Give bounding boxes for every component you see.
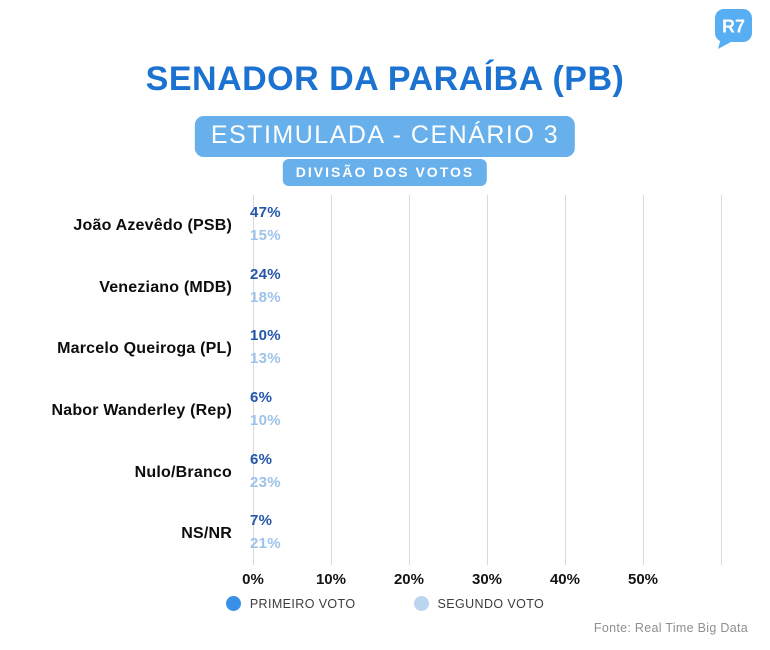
- bar-line: [243, 410, 281, 431]
- bar-line: [243, 533, 281, 554]
- bar-line: [243, 472, 281, 493]
- legend-dot-icon: [414, 596, 429, 611]
- x-tick-label: 50%: [627, 571, 659, 588]
- legend: [0, 596, 770, 611]
- value-label: 21%: [250, 535, 281, 552]
- bar-group: [243, 257, 711, 319]
- bar-line: [243, 348, 281, 369]
- category-label: Marcelo Queiroga (PL): [57, 340, 232, 357]
- bar-line: [243, 325, 281, 346]
- value-label: 24%: [250, 266, 281, 283]
- legend-item: [226, 596, 356, 611]
- legend-label: SEGUNDO VOTO: [437, 596, 545, 611]
- bar-line: [243, 449, 272, 470]
- x-tick-label: 0%: [242, 571, 264, 588]
- chart-row: [0, 503, 711, 565]
- bar-group: [243, 195, 711, 257]
- bar-line: [243, 225, 281, 246]
- value-label: 18%: [250, 289, 281, 306]
- chart-row: [0, 318, 711, 380]
- bar-group: [243, 318, 711, 380]
- category-label: João Azevêdo (PSB): [73, 217, 232, 234]
- x-tick-label: 40%: [549, 571, 580, 588]
- x-tick-label: 20%: [393, 571, 424, 588]
- value-label: 15%: [250, 227, 281, 244]
- scenario-badge: ESTIMULADA - CENÁRIO 3: [195, 116, 575, 157]
- bar-line: [243, 510, 272, 531]
- category-label: Veneziano (MDB): [99, 279, 232, 296]
- x-tick-label: 10%: [315, 571, 346, 588]
- category-label: Nulo/Branco: [134, 464, 232, 481]
- r7-logo-text: R7: [721, 16, 746, 37]
- value-label: 6%: [250, 451, 273, 468]
- r7-logo: [710, 6, 756, 50]
- value-label: 7%: [250, 512, 273, 529]
- chart-row: [0, 195, 711, 257]
- page-title: SENADOR DA PARAÍBA (PB): [145, 60, 625, 98]
- value-label: 10%: [250, 412, 281, 429]
- value-label: 10%: [250, 327, 281, 344]
- bar-line: [243, 264, 281, 285]
- bar-line: [243, 287, 281, 308]
- legend-item: [414, 596, 545, 611]
- legend-dot-icon: [226, 596, 241, 611]
- gridline: [721, 195, 722, 565]
- value-label: 47%: [250, 204, 281, 221]
- x-tick-label: 30%: [471, 571, 503, 588]
- bar-group: [243, 380, 711, 442]
- bar-line: [243, 202, 281, 223]
- value-label: 6%: [250, 389, 273, 406]
- category-label: NS/NR: [181, 525, 232, 542]
- chart-row: [0, 380, 711, 442]
- source-note: Fonte: Real Time Big Data: [593, 621, 748, 635]
- chart-row: [0, 442, 711, 504]
- value-label: 13%: [250, 350, 281, 367]
- legend-label: PRIMEIRO VOTO: [249, 596, 356, 611]
- bar-line: [243, 387, 272, 408]
- bar-chart: [0, 195, 770, 600]
- votes-division-badge: DIVISÃO DOS VOTOS: [283, 159, 487, 186]
- category-label: Nabor Wanderley (Rep): [51, 402, 232, 419]
- chart-row: [0, 257, 711, 319]
- value-label: 23%: [250, 474, 281, 491]
- bar-group: [243, 503, 711, 565]
- x-axis-ticks: [242, 571, 721, 591]
- bar-group: [243, 442, 711, 504]
